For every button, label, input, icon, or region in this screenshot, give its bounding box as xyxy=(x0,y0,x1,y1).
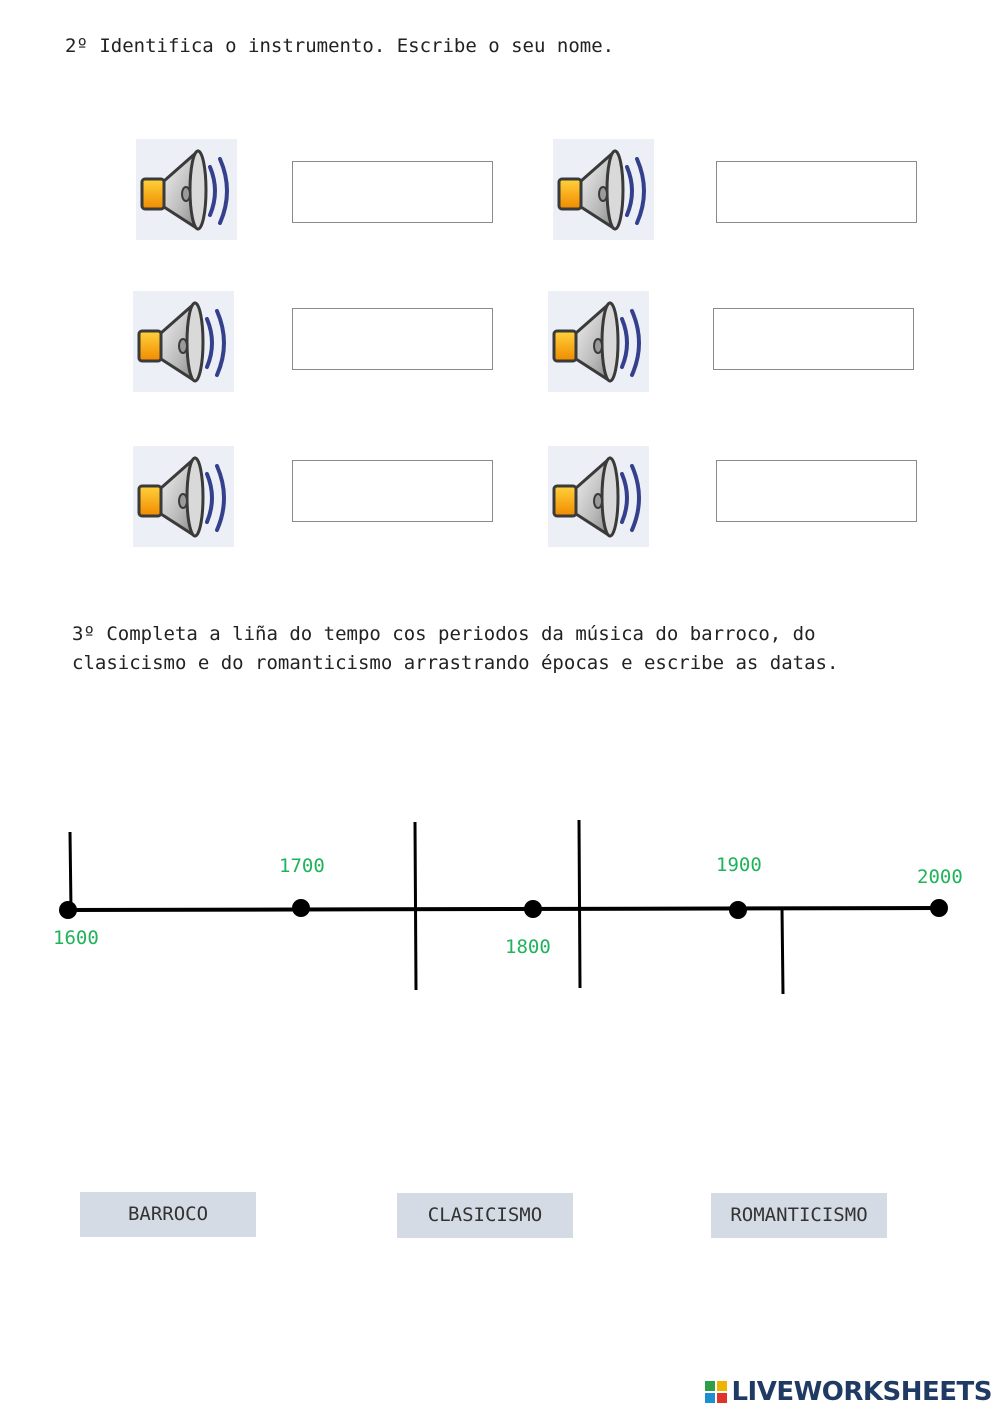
year-label-1800: 1800 xyxy=(505,936,551,958)
audio-button-3[interactable] xyxy=(133,291,234,392)
speaker-icon xyxy=(133,446,234,547)
brand-text: LIVEWORKSHEETS xyxy=(731,1377,992,1407)
timeline-dot-1900 xyxy=(729,901,747,919)
answer-input-4[interactable] xyxy=(713,308,914,370)
answer-input-6[interactable] xyxy=(716,460,917,522)
chip-romanticismo[interactable]: ROMANTICISMO xyxy=(711,1193,887,1238)
liveworksheets-logo-icon xyxy=(704,1380,728,1404)
timeline-dot-1800 xyxy=(524,900,542,918)
answer-input-5[interactable] xyxy=(292,460,493,522)
audio-button-1[interactable] xyxy=(136,139,237,240)
answer-input-3[interactable] xyxy=(292,308,493,370)
brand xyxy=(704,1377,992,1407)
timeline xyxy=(0,800,1000,1010)
chip-barroco[interactable]: BARROCO xyxy=(80,1192,256,1237)
answer-input-2[interactable] xyxy=(716,161,917,223)
audio-button-5[interactable] xyxy=(133,446,234,547)
question-2-title: 2º Identifica o instrumento. Escribe o seu nome. xyxy=(65,35,615,57)
audio-button-4[interactable] xyxy=(548,291,649,392)
timeline-dot-1700 xyxy=(292,899,310,917)
timeline-divider-3 xyxy=(782,908,783,994)
speaker-icon xyxy=(136,139,237,240)
answer-input-1[interactable] xyxy=(292,161,493,223)
timeline-divider-1 xyxy=(415,822,416,990)
speaker-icon xyxy=(553,139,654,240)
audio-button-2[interactable] xyxy=(553,139,654,240)
speaker-icon xyxy=(548,291,649,392)
year-label-1900: 1900 xyxy=(716,854,762,876)
year-label-1600: 1600 xyxy=(53,927,99,949)
speaker-icon xyxy=(133,291,234,392)
timeline-dot-2000 xyxy=(930,899,948,917)
question-3-title: 3º Completa a liña do tempo cos periodos da música do barroco, do clasicismo e do romanticismo arrastrando épocas e escribe as datas. xyxy=(72,623,839,674)
timeline-divider-2 xyxy=(579,820,580,988)
year-label-2000: 2000 xyxy=(917,866,963,888)
timeline-marker-start xyxy=(70,832,71,910)
timeline-axis xyxy=(68,908,940,910)
audio-button-6[interactable] xyxy=(548,446,649,547)
timeline-dot-1600 xyxy=(59,901,77,919)
year-label-1700: 1700 xyxy=(279,855,325,877)
speaker-icon xyxy=(548,446,649,547)
chip-clasicismo[interactable]: CLASICISMO xyxy=(397,1193,573,1238)
